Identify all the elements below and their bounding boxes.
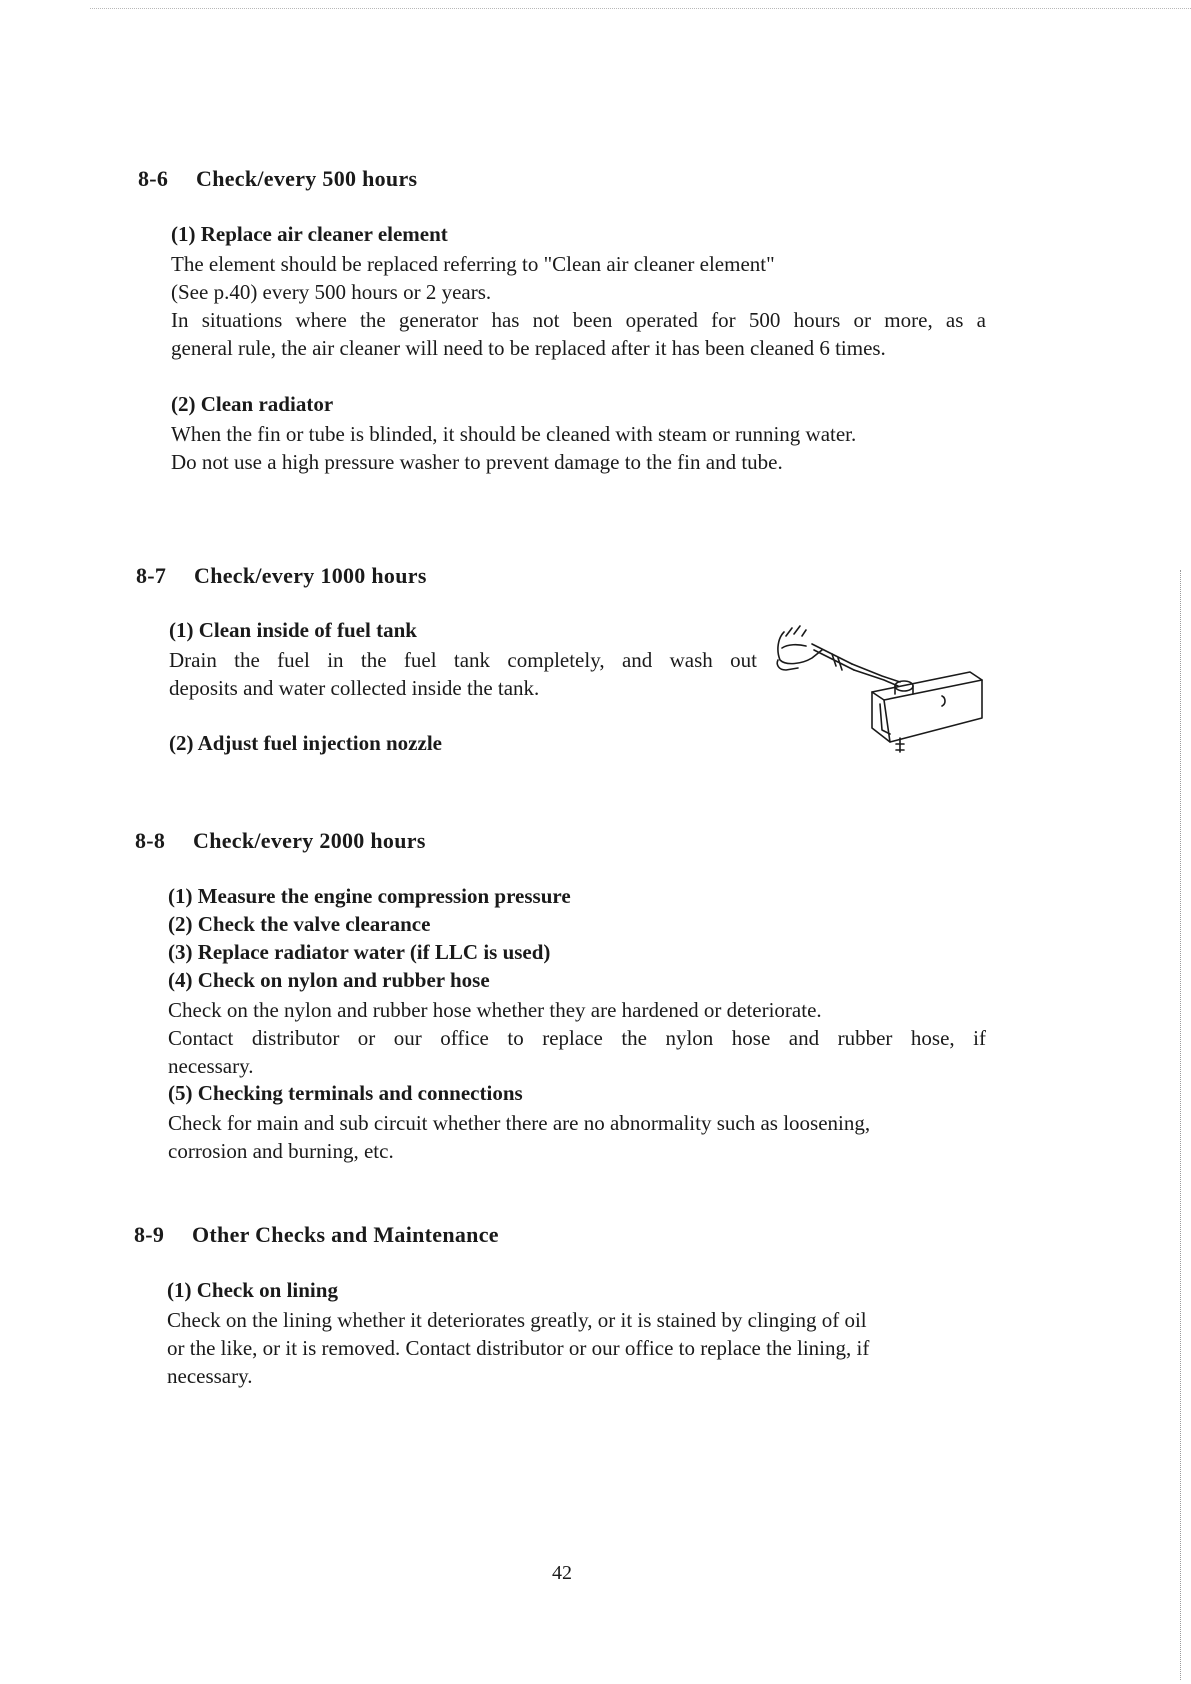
section-title: Check/every 1000 hours (194, 563, 427, 588)
text-line: Check on the nylon and rubber hose whether they are hardened or deteriorate. (168, 998, 822, 1022)
item-clean-fuel-tank-body (169, 646, 757, 702)
section-title: Check/every 2000 hours (193, 828, 426, 853)
item-replace-air-cleaner-title: (1) Replace air cleaner element (171, 222, 448, 246)
text-line: general rule, the air cleaner will need to be replaced after it has been cleaned 6 times. (171, 336, 886, 360)
text-line: (See p.40) every 500 hours or 2 years. (171, 280, 492, 304)
item-radiator-water-title: (3) Replace radiator water (if LLC is used) (168, 940, 551, 964)
item-clean-radiator-title: (2) Clean radiator (171, 392, 334, 416)
text-line: deposits and water collected inside the tank. (169, 676, 540, 700)
section-number: 8-7 (136, 563, 167, 588)
item-lining-title: (1) Check on lining (167, 1278, 338, 1302)
item-clean-radiator-body (171, 420, 986, 476)
section-title: Check/every 500 hours (196, 166, 418, 191)
section-8-9-heading (134, 1222, 499, 1248)
item-hose-check-body (168, 996, 986, 1080)
text-line: or the like, or it is removed. Contact distributor or our office to replace the lining, if (167, 1336, 870, 1360)
item-hose-check-title: (4) Check on nylon and rubber hose (168, 968, 490, 992)
text-line: Do not use a high pressure washer to prevent damage to the fin and tube. (171, 450, 783, 474)
section-number: 8-9 (134, 1222, 165, 1247)
section-title: Other Checks and Maintenance (192, 1222, 499, 1247)
section-8-6-heading (138, 166, 417, 192)
item-adjust-nozzle-title: (2) Adjust fuel injection nozzle (169, 731, 442, 755)
text-line: In situations where the generator has not been operated for 500 hours or more, as a (171, 308, 986, 332)
item-terminals-title: (5) Checking terminals and connections (168, 1081, 523, 1105)
scan-artifact-right-edge (1179, 570, 1181, 1680)
section-number: 8-8 (135, 828, 166, 853)
text-line: Check on the lining whether it deteriorates greatly, or it is stained by clinging of oil (167, 1308, 867, 1332)
text-line: corrosion and burning, etc. (168, 1139, 394, 1163)
item-replace-air-cleaner-body (171, 250, 986, 362)
item-compression-title: (1) Measure the engine compression pressure (168, 884, 571, 908)
page-number: 42 (552, 1562, 572, 1584)
text-line: The element should be replaced referring to "Clean air cleaner element" (171, 252, 775, 276)
section-8-7-heading (136, 563, 427, 589)
text-line: Check for main and sub circuit whether there are no abnormality such as loosening, (168, 1111, 871, 1135)
text-line: necessary. (168, 1054, 254, 1078)
text-line: necessary. (167, 1364, 253, 1388)
text-line: Contact distributor or our office to replace the nylon hose and rubber hose, if (168, 1026, 986, 1050)
item-valve-clearance-title: (2) Check the valve clearance (168, 912, 431, 936)
scan-artifact-top (90, 8, 1191, 11)
text-line: Drain the fuel in the fuel tank completely, and wash out (169, 648, 757, 672)
section-number: 8-6 (138, 166, 169, 191)
text-line: When the fin or tube is blinded, it should be cleaned with steam or running water. (171, 422, 857, 446)
section-8-8-heading (135, 828, 426, 854)
fuel-tank-washing-illustration (772, 620, 992, 755)
item-lining-body (167, 1306, 987, 1390)
item-terminals-body (168, 1109, 986, 1165)
item-clean-fuel-tank-title: (1) Clean inside of fuel tank (169, 618, 417, 642)
